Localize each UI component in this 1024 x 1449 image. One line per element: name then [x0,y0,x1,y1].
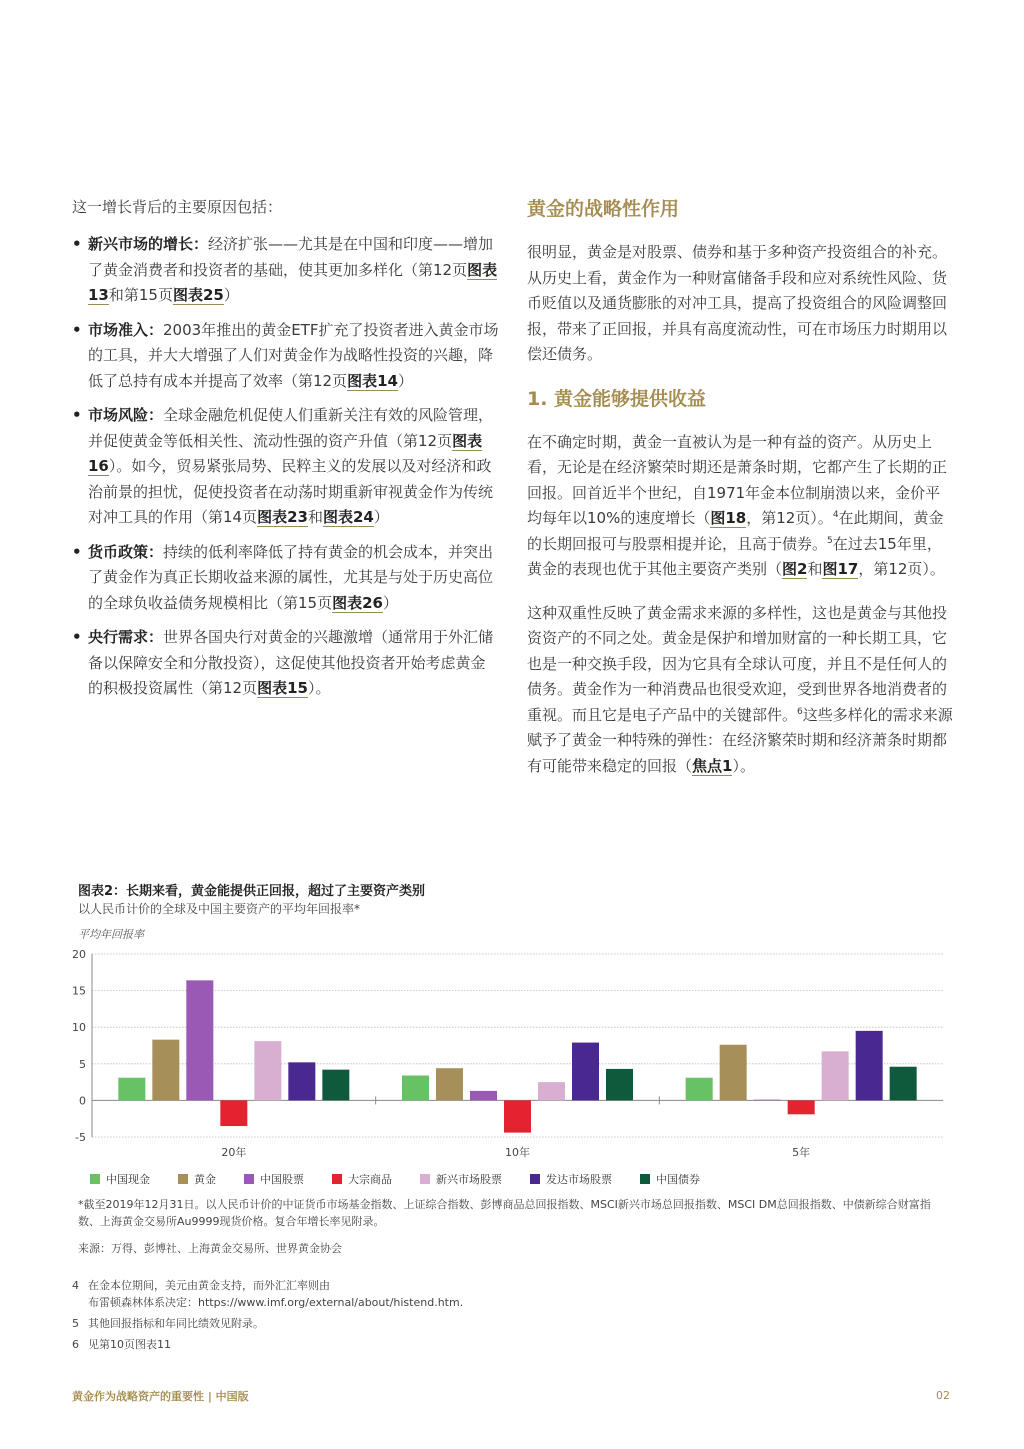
legend-swatch [90,1174,100,1184]
y-tick-label: -5 [75,1131,86,1144]
bar [504,1100,531,1132]
bar [152,1040,179,1101]
y-tick-label: 20 [72,948,86,961]
legend-item [178,1171,216,1187]
legend-item [640,1171,700,1187]
footnote: 4 在金本位期间，美元由黄金支持，而外汇汇率则由 布雷顿森林体系决定：https://www.imf.org/external/about/histend.htm. [72,1279,464,1309]
bar [186,980,213,1100]
x-tick-label: 5年 [792,1146,811,1159]
x-tick-label: 10年 [505,1146,530,1159]
chart-note: *截至2019年12月31日。以人民币计价的中证货币市场基金指数、上证综合指数、彭博商品总回报指数、MSCI新兴市场总回报指数、MSCI DM总回报指数、中债新综合财富指数、上海黄金交易所Au9999现货价格。复合年增长率见附录。 [78,1198,931,1228]
chart-ref-link[interactable]: 图表23 [257,508,308,526]
legend-label: 中国债券 [656,1173,700,1186]
bar [436,1068,463,1100]
footnote: 6 见第10页图表11 [72,1338,171,1351]
footnote-marker: 4 [832,510,839,520]
y-tick-label: 15 [72,984,86,998]
bullet-market-access: • 市场准入：2003年推出的黄金ETF扩充了投资者进入黄金市场的工具，并大大增强了人们对黄金作为战略性投资的兴趣，降低了总持有成本并提高了效率（第12页图表14） [72,320,499,390]
intro-text: 这一增长背后的主要原因包括： [72,198,283,216]
legend-swatch [332,1174,342,1184]
bar [686,1078,713,1101]
left-column [72,196,500,711]
legend-label: 新兴市场股票 [436,1173,502,1186]
bullet-monetary-policy: • 货币政策：持续的低利率降低了持有黄金的机会成本，并突出了黄金作为真正长期收益来源的属性，尤其是与处于历史高位的全球负收益债务规模相比（第15页图表26） [72,542,494,612]
footnotes [72,1277,463,1357]
x-tick-label: 20年 [221,1146,247,1159]
chart-ref-link[interactable]: 图表25 [172,286,224,304]
bar [254,1041,281,1100]
footer-title: 黄金作为战略资产的重要性 | 中国版 [72,1390,249,1403]
bar-chart [60,942,960,1167]
bar [538,1082,565,1100]
chart-title: 图表2：长期来看，黄金能提供正回报，超过了主要资产类别 [78,884,426,899]
chart-ref-link[interactable]: 图18 [710,509,747,527]
bar [288,1062,315,1100]
legend-label: 中国股票 [260,1173,304,1186]
legend-swatch [640,1174,650,1184]
bullet-emerging-markets: • 新兴市场的增长：经济扩张——尤其是在中国和印度——增加了黄金消费者和投资者的基础，使其更加多样化（第12页图表13和第15页图表25） [72,235,498,304]
legend-swatch [530,1174,540,1184]
y-tick-label: 10 [72,1021,86,1035]
bar [402,1076,429,1101]
bar [118,1078,145,1101]
focus-ref-link[interactable]: 焦点1 [692,756,733,775]
chart-subtitle: 以人民币计价的全球及中国主要资产的平均年回报率* [78,902,361,916]
bar [470,1091,497,1101]
legend-label: 大宗商品 [348,1173,392,1186]
chart-ref-link[interactable]: 图表15 [257,679,308,697]
legend-label: 中国现金 [106,1173,150,1186]
bar [788,1100,815,1114]
legend-swatch [178,1174,188,1184]
chart-ref-link[interactable]: 图表14 [347,371,398,390]
legend-label: 发达市场股票 [546,1173,612,1186]
bullet-market-risk: • 市场风险：全球金融危机促使人们重新关注有效的风险管理，并促使黄金等低相关性、流动性强的资产升值（第12页图表16）。如今，贸易紧张局势、民粹主义的发展以及对经济和政治前景的担忧，促使投资者在动荡时期重新审视黄金作为传统对冲工具的作用（第14页图表23和图表24） [72,406,494,526]
chart-source: 来源：万得、彭博社、上海黄金交易所、世界黄金协会 [78,1242,342,1255]
chart-y-axis-label: 平均年回报率 [78,928,144,941]
y-tick-label: 0 [79,1094,86,1108]
duality-paragraph: 这种双重性反映了黄金需求来源的多样性，这也是黄金与其他投资资产的不同之处。黄金是保护和增加财富的一种长期工具，它也是一种交换手段，因为它具有全球认可度，并且不是任何人的债务。黄金作为一种消费品也很受欢迎，受到世界各地消费者的重视。而且它是电子产品中的关键部件。$^6$这些多样化的需求来源赋予了黄金一种特殊的弹性：在经济繁荣时期和经济萧条时期都有可能带来稳定的回报（焦点1）。 [527,603,953,775]
bar [754,1100,781,1101]
chart-ref-link[interactable]: 图17 [822,560,859,578]
footnote-marker: 5 [827,535,833,546]
legend-item [420,1171,502,1187]
bar [322,1070,349,1101]
bar [856,1031,883,1101]
bar [606,1069,633,1100]
bar [822,1051,849,1100]
legend-item [244,1171,304,1187]
footnote-marker: 6 [797,706,803,717]
bar [890,1067,917,1101]
y-tick-label: 5 [79,1057,86,1071]
section-paragraph: 很明显，黄金是对股票、债券和基于多种资产投资组合的补充。从历史上看，黄金作为一种财富储备手段和应对系统性风险、货币贬值以及通货膨胀的对冲工具，提高了投资组合的风险调整回报，带来了正回报，并具有高度流动性，可在市场压力时期用以偿还债务。 [527,243,948,363]
bar [572,1043,599,1101]
bar [220,1100,247,1126]
legend-item [332,1171,392,1187]
bar [720,1045,747,1101]
legend-item [530,1171,612,1187]
legend-swatch [420,1174,430,1184]
chart-ref-link[interactable]: 图表26 [332,593,383,612]
chart-legend [90,1171,728,1187]
page-number: 02 [936,1389,950,1402]
returns-paragraph: 在不确定时期，黄金一直被认为是一种有益的资产。从历史上看，无论是在经济繁荣时期还是萧条时期，它都产生了长期的正回报。回首近半个世纪，自1971年金本位制崩溃以来，金价平均每年以10%的速度增长（图18，第12页）。$^4$在此期间，黄金的长期回报可与股票相提并论，且高于债券。$^5$在过去15年里，黄金的表现也优于其他主要资产类别（图2和图17，第12页）。 [527,432,948,578]
footnote: 5 其他回报指标和年同比绩效见附录。 [72,1317,264,1330]
chart-ref-link[interactable]: 图表13 [88,260,498,304]
chart-ref-link[interactable]: 图表16 [88,431,483,475]
bullet-central-bank: • 央行需求：世界各国央行对黄金的兴趣激增（通常用于外汇储备以保障安全和分散投资），这促使其他投资者开始考虑黄金的积极投资属性（第12页图表15）。 [72,628,494,697]
section-title-returns: 1. 黄金能够提供收益 [527,387,707,410]
chart-ref-link[interactable]: 图表24 [322,508,374,526]
chart-ref-link[interactable]: 图2 [782,560,808,578]
legend-label: 黄金 [194,1173,216,1186]
section-title-strategic-role: 黄金的战略性作用 [527,198,680,220]
right-column [527,196,955,797]
legend-swatch [244,1174,254,1184]
legend-item [90,1171,150,1187]
footnote-url[interactable]: 布雷顿森林体系决定：https://www.imf.org/external/about/histend.htm. [88,1296,464,1309]
